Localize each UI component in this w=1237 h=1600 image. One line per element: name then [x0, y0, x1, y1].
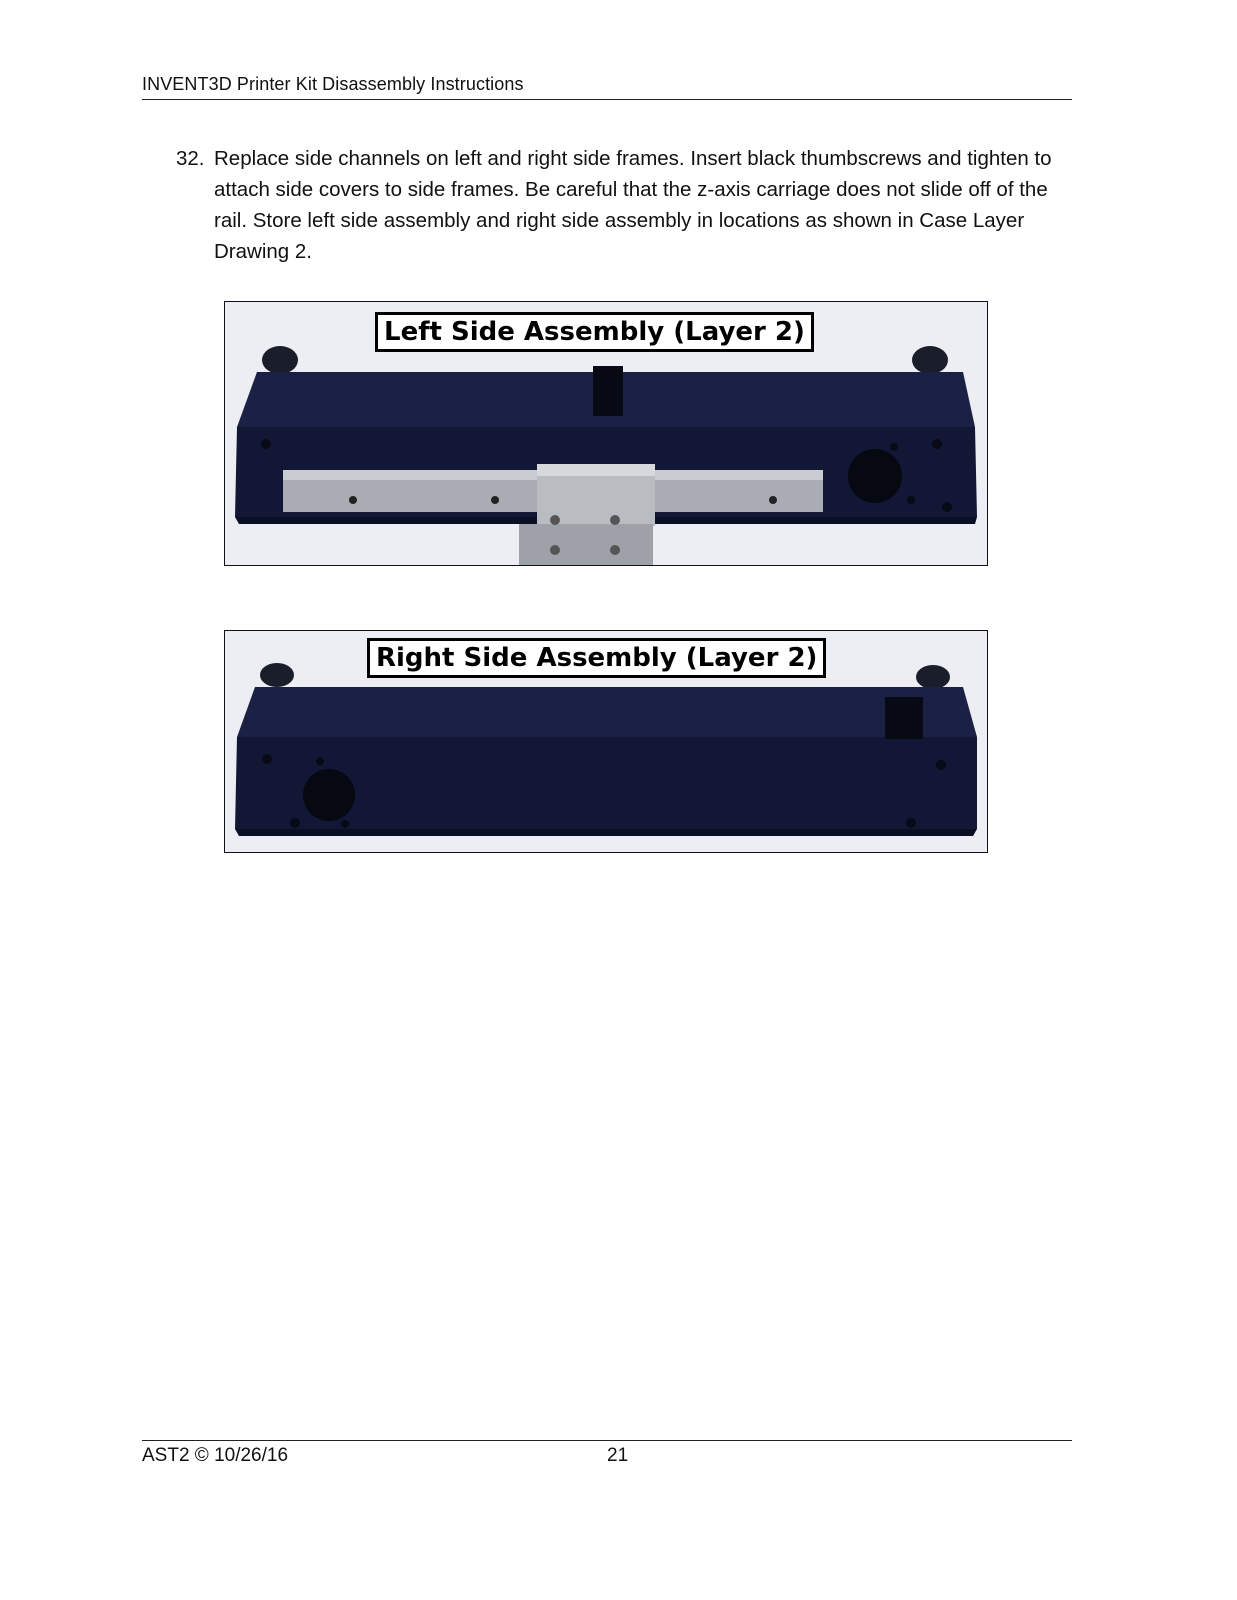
- left-side-assembly-photo: [224, 301, 988, 566]
- right-side-assembly-label: Right Side Assembly (Layer 2): [367, 638, 826, 678]
- instruction-step: [176, 143, 1076, 267]
- page-header-title: INVENT3D Printer Kit Disassembly Instructions: [142, 74, 524, 94]
- left-side-assembly-label: Left Side Assembly (Layer 2): [375, 312, 814, 352]
- footer-divider: [142, 1440, 1072, 1441]
- step-text: Replace side channels on left and right side frames. Insert black thumbscrews and tighten to attach side covers to side frames. Be careful that the z-axis carriage does not slide off of the rail. Store left side assembly and right side assembly in locations as shown in Case Layer Drawing 2.: [214, 147, 1052, 263]
- step-number: 32.: [176, 147, 205, 170]
- right-side-assembly-photo: [224, 630, 988, 853]
- footer-copyright: AST2 © 10/26/16: [142, 1445, 289, 1466]
- header-divider: [142, 99, 1072, 100]
- page-number: 21: [607, 1445, 629, 1466]
